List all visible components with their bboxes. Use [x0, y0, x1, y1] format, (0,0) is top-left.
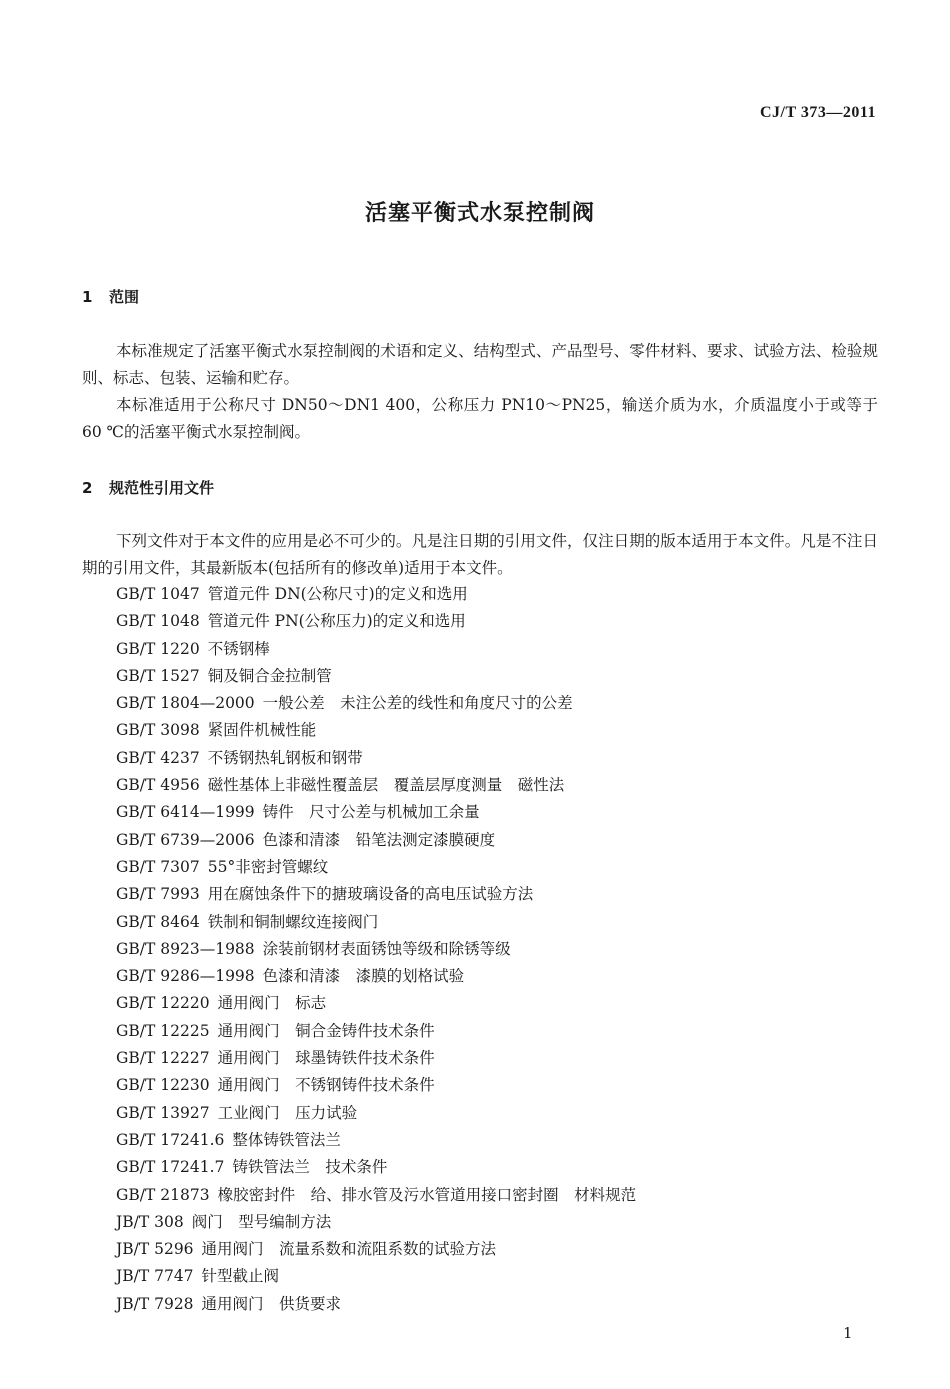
page-number: 1 [843, 1324, 853, 1342]
reference-item [116, 581, 636, 608]
section-number: 2 [82, 479, 93, 497]
reference-code: GB/T 1048 [116, 612, 200, 631]
reference-title: 色漆和清漆 漆膜的划格试验 [262, 967, 465, 986]
reference-item [116, 854, 636, 881]
reference-item [116, 1072, 636, 1099]
standard-code: CJ/T 373—2011 [760, 104, 876, 121]
reference-title: 整体铸铁管法兰 [232, 1130, 341, 1149]
reference-title: 阀门 型号编制方法 [191, 1212, 332, 1231]
reference-title: 磁性基体上非磁性覆盖层 覆盖层厚度测量 磁性法 [207, 776, 565, 795]
scope-paragraph-1: 本标准规定了活塞平衡式水泵控制阀的术语和定义、结构型式、产品型号、零件材料、要求、试验方法、检验规则、标志、包装、运输和贮存。 [82, 342, 878, 387]
reference-code: GB/T 9286—1998 [116, 967, 255, 986]
reference-title: 针型截止阀 [201, 1267, 280, 1286]
reference-list [116, 581, 636, 1318]
reference-code: GB/T 7993 [116, 885, 200, 904]
reference-code: GB/T 4956 [116, 776, 200, 795]
reference-item [116, 963, 636, 990]
reference-code: GB/T 17241.6 [116, 1130, 225, 1149]
reference-code: GB/T 8923—1988 [116, 939, 255, 958]
reference-item [116, 1100, 636, 1127]
reference-item [116, 799, 636, 826]
reference-item [116, 1154, 636, 1181]
reference-title: 不锈钢棒 [207, 639, 270, 658]
reference-code: GB/T 6739—2006 [116, 830, 255, 849]
section-heading-normative-references [82, 477, 214, 498]
reference-title: 通用阀门 标志 [217, 994, 327, 1013]
reference-title: 通用阀门 流量系数和流阻系数的试验方法 [201, 1240, 497, 1259]
reference-item [116, 772, 636, 799]
reference-code: GB/T 12230 [116, 1076, 210, 1095]
reference-item [116, 1045, 636, 1072]
reference-title: 通用阀门 球墨铸铁件技术条件 [217, 1049, 435, 1068]
reference-item [116, 1182, 636, 1209]
reference-code: GB/T 12227 [116, 1049, 210, 1068]
reference-code: GB/T 8464 [116, 912, 200, 931]
reference-code: GB/T 6414—1999 [116, 803, 255, 822]
reference-title: 铁制和铜制螺纹连接阀门 [207, 912, 379, 931]
reference-code: GB/T 1220 [116, 639, 200, 658]
reference-code: GB/T 12225 [116, 1021, 210, 1040]
reference-title: 管道元件 PN(公称压力)的定义和选用 [207, 612, 466, 631]
reference-item [116, 1236, 636, 1263]
reference-item [116, 636, 636, 663]
reference-item [116, 663, 636, 690]
reference-code: GB/T 1527 [116, 666, 200, 685]
reference-item [116, 1291, 636, 1318]
reference-title: 用在腐蚀条件下的搪玻璃设备的高电压试验方法 [207, 885, 534, 904]
section-number: 1 [82, 288, 93, 306]
reference-title: 不锈钢热轧钢板和钢带 [207, 748, 363, 767]
reference-item [116, 717, 636, 744]
reference-item [116, 990, 636, 1017]
reference-title: 一般公差 未注公差的线性和角度尺寸的公差 [262, 694, 573, 713]
document-title: 活塞平衡式水泵控制阀 [364, 201, 595, 226]
references-intro-paragraph: 下列文件对于本文件的应用是必不可少的。凡是注日期的引用文件，仅注日期的版本适用于本文件。凡是不注日期的引用文件，其最新版本(包括所有的修改单)适用于本文件。 [82, 532, 878, 577]
reference-title: 管道元件 DN(公称尺寸)的定义和选用 [207, 585, 468, 603]
reference-code: GB/T 1047 [116, 585, 200, 603]
reference-title: 涂装前钢材表面锈蚀等级和除锈等级 [262, 939, 511, 958]
reference-code: GB/T 13927 [116, 1103, 210, 1122]
reference-code: JB/T 308 [116, 1212, 184, 1231]
reference-title: 工业阀门 压力试验 [217, 1103, 358, 1122]
reference-item [116, 1209, 636, 1236]
reference-item [116, 936, 636, 963]
reference-title: 紧固件机械性能 [207, 721, 317, 740]
reference-code: GB/T 12220 [116, 994, 210, 1013]
reference-title: 橡胶密封件 给、排水管及污水管道用接口密封圈 材料规范 [217, 1185, 637, 1204]
reference-code: GB/T 4237 [116, 748, 200, 767]
reference-item [116, 608, 636, 635]
reference-title: 铸铁管法兰 技术条件 [232, 1158, 388, 1177]
scope-paragraph-2: 本标准适用于公称尺寸 DN50～DN1 400，公称压力 PN10～PN25，输送介质为水，介质温度小于或等于 60 ℃的活塞平衡式水泵控制阀。 [82, 396, 878, 441]
reference-code: GB/T 3098 [116, 721, 200, 740]
reference-title: 通用阀门 铜合金铸件技术条件 [217, 1021, 435, 1040]
reference-code: GB/T 17241.7 [116, 1158, 225, 1177]
reference-item [116, 745, 636, 772]
reference-item [116, 1018, 636, 1045]
reference-code: JB/T 7928 [116, 1294, 194, 1313]
reference-title: 铸件 尺寸公差与机械加工余量 [262, 803, 480, 822]
reference-title: 通用阀门 供货要求 [201, 1294, 342, 1313]
reference-item [116, 690, 636, 717]
reference-item [116, 827, 636, 854]
reference-code: JB/T 7747 [116, 1267, 194, 1286]
section-heading-scope [82, 286, 139, 307]
reference-title: 通用阀门 不锈钢铸件技术条件 [217, 1076, 435, 1095]
reference-item [116, 1263, 636, 1290]
reference-item [116, 1127, 636, 1154]
reference-code: GB/T 7307 [116, 857, 200, 876]
reference-title: 55°非密封管螺纹 [207, 857, 329, 876]
section-title: 范围 [109, 288, 140, 306]
reference-item [116, 881, 636, 908]
reference-item [116, 909, 636, 936]
reference-code: GB/T 21873 [116, 1185, 210, 1204]
reference-title: 铜及铜合金拉制管 [207, 666, 332, 685]
reference-code: GB/T 1804—2000 [116, 694, 255, 713]
reference-title: 色漆和清漆 铅笔法测定漆膜硬度 [262, 830, 496, 849]
section-title: 规范性引用文件 [109, 479, 215, 497]
reference-code: JB/T 5296 [116, 1240, 194, 1259]
